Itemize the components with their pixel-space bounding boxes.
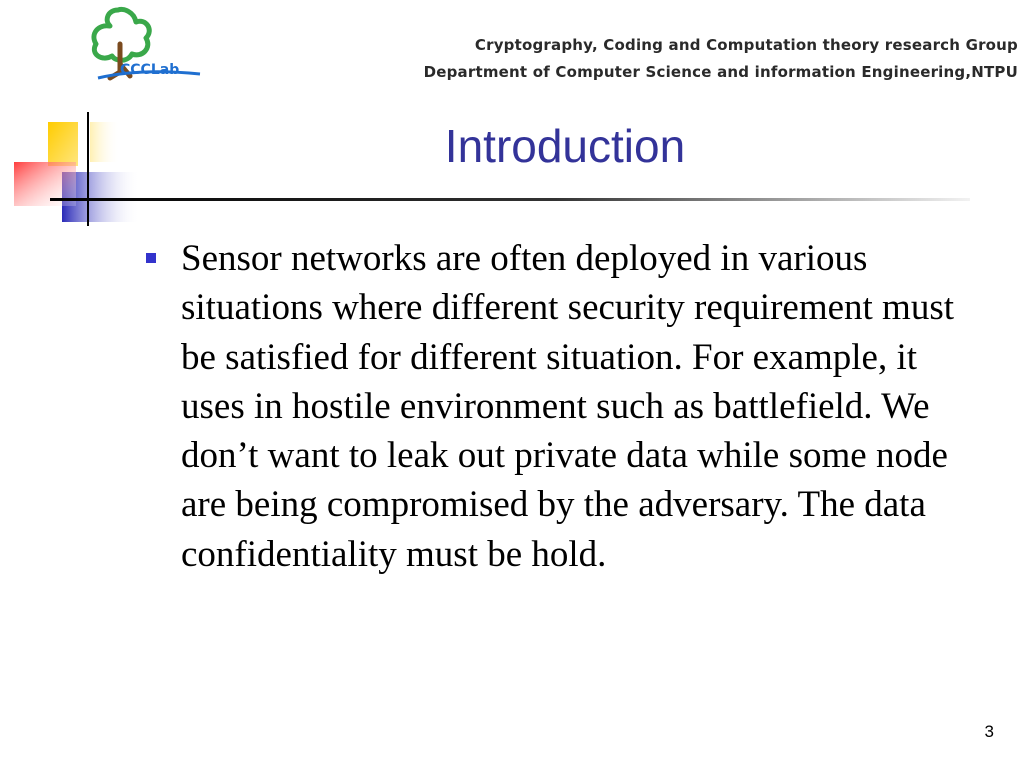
header-group-name: Cryptography, Coding and Computation theory research Group — [474, 36, 1018, 54]
ccclab-logo — [80, 4, 210, 82]
faded-yellow-square — [90, 122, 120, 162]
bullet-text: Sensor networks are often deployed in various situations where different security requirement must be satisfied for different situation. For example, it uses in hostile environment such as battlefield. We don’t want to leak out private data while some node are being compromised by the adversary. The data confidentiality must be hold. — [181, 238, 955, 575]
page-number: 3 — [984, 722, 994, 741]
logo-text: CCCLab — [120, 62, 180, 78]
bullet-square-icon — [146, 253, 156, 263]
yellow-square — [48, 122, 78, 166]
header-department-name: Department of Computer Science and information Engineering,NTPU — [423, 63, 1018, 81]
title-underline — [50, 198, 970, 201]
decorative-squares — [0, 100, 150, 230]
bullet-item — [140, 234, 985, 579]
tree-logo-icon — [80, 4, 210, 82]
bullet-list — [140, 234, 985, 579]
slide-title: Introduction — [444, 120, 686, 172]
